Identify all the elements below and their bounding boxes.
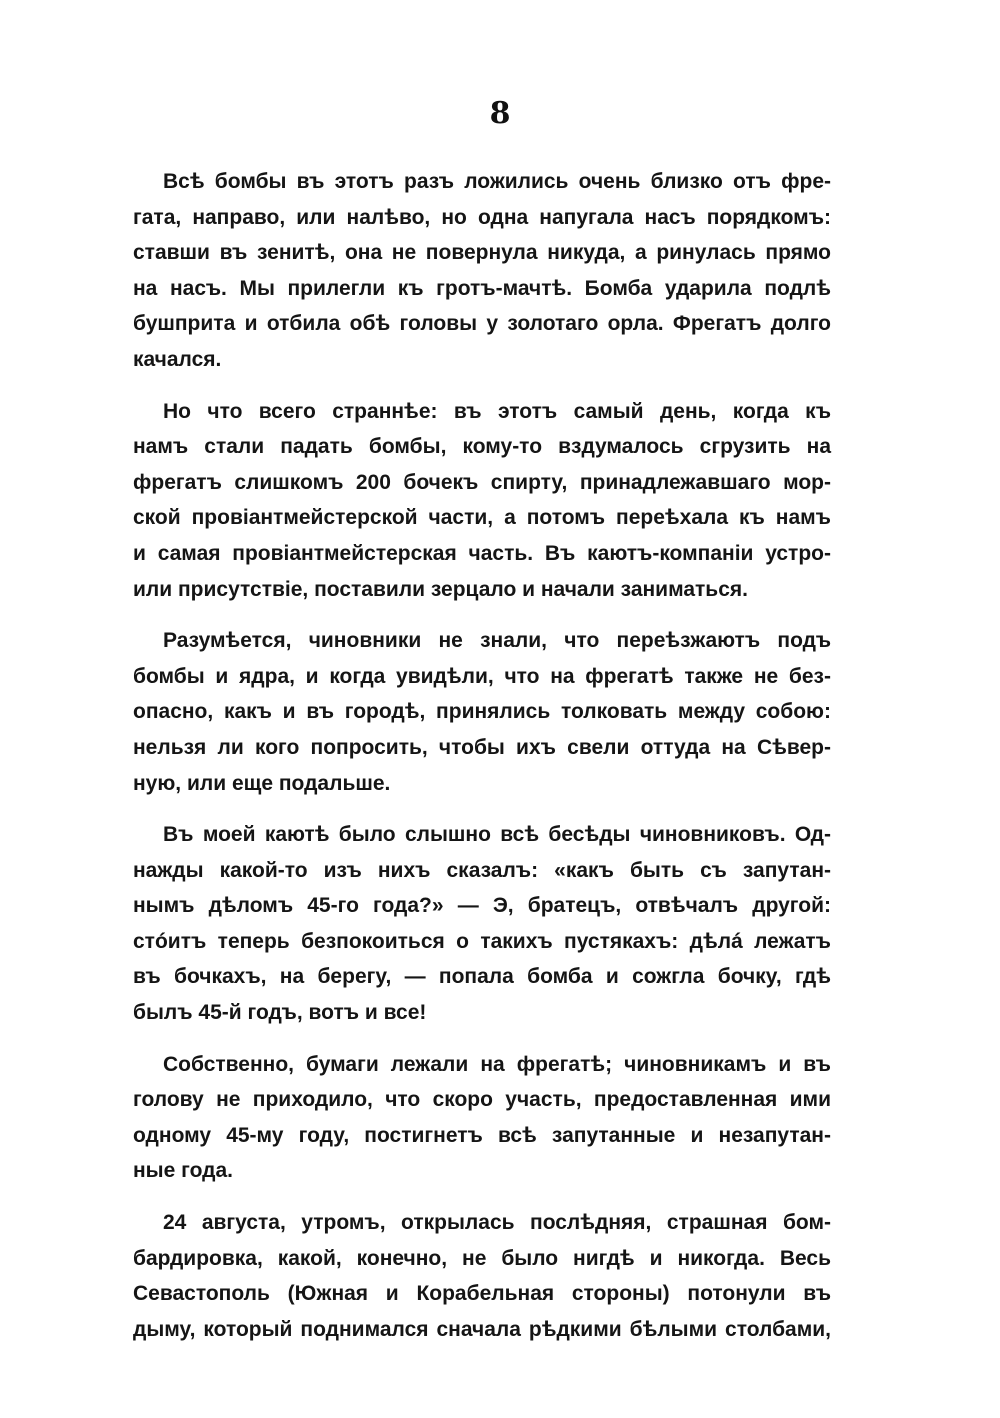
text-line: Всѣ бомбы въ этотъ разъ ложились очень близко отъ фре- — [163, 170, 831, 193]
text-line: нымъ дѣломъ 45-го года?» — Э, братецъ, отвѣчалъ другой: — [133, 894, 831, 918]
text-line: гата, направо, или налѣво, но одна напугала насъ порядкомъ: — [133, 205, 831, 229]
page-number: 8 — [489, 96, 511, 131]
paragraph-6 — [133, 1205, 831, 1347]
text-line: Но что всего страннѣе: въ этотъ самый день, когда къ — [163, 399, 831, 423]
text-line: фрегатъ слишкомъ 200 бочекъ спирту, принадлежавшаго мор- — [133, 470, 831, 494]
text-line: нажды какой-то изъ нихъ сказалъ: «какъ быть съ запутан- — [133, 858, 831, 882]
text-line: бардировка, какой, конечно, не было нигдѣ и никогда. Весь — [133, 1246, 831, 1270]
text-line: ставши въ зенитѣ, она не повернула никуда, а ринулась прямо — [133, 241, 831, 265]
paragraph-3 — [133, 623, 831, 801]
paragraph-5 — [133, 1047, 831, 1189]
text-line: или присутствіе, поставили зерцало и начали заниматься. — [133, 577, 748, 601]
text-line: Разумѣется, чиновники не знали, что переѣзжаютъ подъ — [163, 629, 831, 653]
text-line: ской провіантмейстерской части, а потомъ переѣхала къ намъ — [133, 506, 831, 530]
text-line: Собственно, бумаги лежали на фрегатѣ; чиновникамъ и въ — [163, 1052, 831, 1076]
text-line: качался. — [133, 347, 222, 371]
text-line: 24 августа, утромъ, открылась послѣдняя, страшная бом- — [163, 1211, 831, 1235]
text-line: стóитъ теперь безпокоиться о такихъ пустякахъ: дѣлá лежатъ — [133, 929, 831, 953]
text-line: ные года. — [133, 1159, 233, 1183]
text-line: намъ стали падать бомбы, кому-то вздумалось сгрузить на — [133, 435, 831, 459]
text-line: нельзя ли кого попросить, чтобы ихъ свели оттуда на Сѣвер- — [133, 735, 831, 759]
text-line: одному 45-му году, постигнетъ всѣ запутанные и незапутан- — [133, 1123, 831, 1147]
text-line: дыму, который поднимался сначала рѣдкими бѣлыми столбами, — [133, 1317, 831, 1341]
text-line: опасно, какъ и въ городѣ, принялись толковать между собою: — [133, 700, 831, 724]
text-line: бомбы и ядра, и когда увидѣли, что на фрегатѣ также не без- — [133, 664, 831, 688]
text-body — [133, 164, 831, 1363]
text-line: бушприта и отбила обѣ головы у золотаго орла. Фрегатъ долго — [133, 312, 831, 336]
text-line: Севастополь (Южная и Корабельная стороны) потонули въ — [133, 1282, 831, 1306]
text-line: былъ 45-й годъ, вотъ и все! — [133, 1001, 427, 1025]
paragraph-1 — [133, 164, 831, 378]
text-line: ную, или еще подальше. — [133, 771, 391, 795]
text-line: Въ моей каютѣ было слышно всѣ бесѣды чиновниковъ. Од- — [163, 823, 831, 847]
text-line: голову не приходило, что скоро участь, предоставленная ими — [133, 1088, 831, 1112]
text-line: въ бочкахъ, на берегу, — попала бомба и сожгла бочку, гдѣ — [133, 965, 831, 989]
text-line: и самая провіантмейстерская часть. Въ каютъ-компаніи устро- — [133, 541, 831, 565]
paragraph-4 — [133, 817, 831, 1031]
text-line: на насъ. Мы прилегли къ гротъ-мачтѣ. Бомба ударила подлѣ — [133, 276, 831, 300]
paragraph-2 — [133, 394, 831, 608]
